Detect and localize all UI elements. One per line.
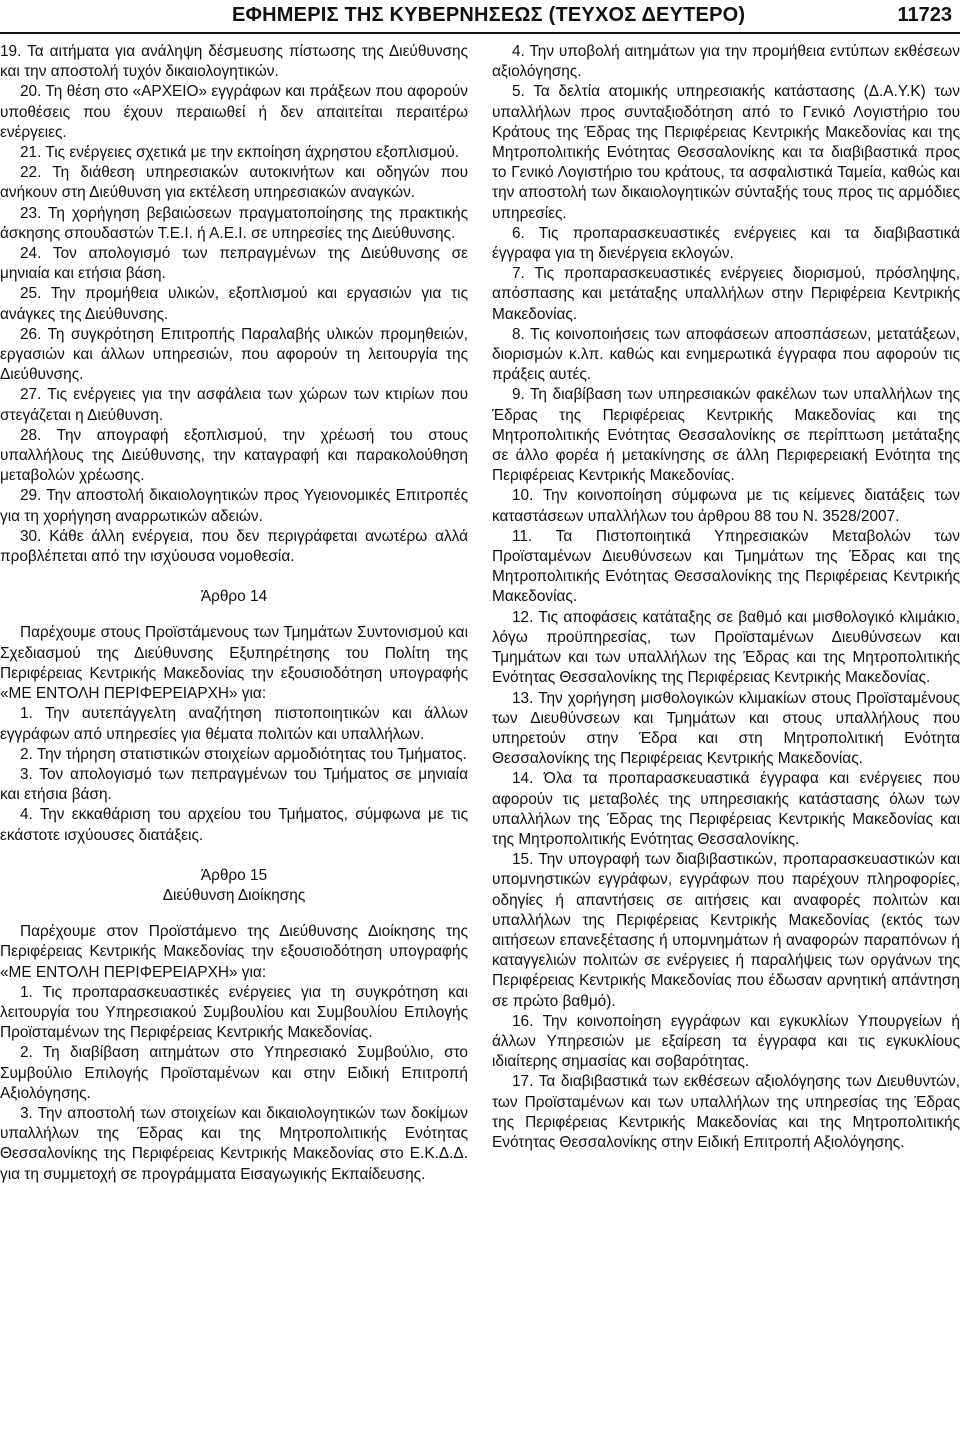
list-item: 8. Τις κοινοποιήσεις των αποφάσεων αποσπάσεων, μετατάξεων, διορισμών κ.λπ. καθώς και ενημερωτικά έγγραφα που αφορούν τις πράξεις αυτές. [492, 325, 960, 384]
list-item: 5. Τα δελτία ατομικής υπηρεσιακής κατάστασης (Δ.Α.Υ.Κ) των υπαλλήλων προς συνταξιοδότηση από το Γενικό Λογιστήριο του Κράτους της Έδρας της Περιφέρειας Κεντρικής Μακεδονίας και της Μητροπολιτικής Ενότητας Θεσσαλονίκης και τα διαβιβαστικά προς το Γενικό Λογιστήριο του κράτους, τα ασφαλιστικά Ταμεία, καθώς και την αποστολή των δικαιολογητικών σύνταξής τους προς τις αρμόδιες υπηρεσίες. [492, 83, 960, 222]
list-item: 24. Τον απολογισμό των πεπραγμένων της Διεύθυνσης σε μηνιαία και ετήσια βάση. [0, 245, 468, 283]
list-item: 20. Τη θέση στο «ΑΡΧΕΙΟ» εγγράφων και πράξεων που αφορούν υποθέσεις που έχουν περαιωθεί ή δεν απαιτείται περαιτέρω ενέργειες. [0, 83, 468, 141]
list-item: 19. Τα αιτήματα για ανάληψη δέσμευσης πίστωσης της Διεύθυνσης και την αποστολή τυχόν δικαιολογητικών. [0, 43, 468, 81]
list-item: 11. Τα Πιστοποιητικά Υπηρεσιακών Μεταβολών των Προϊσταμένων Διευθύνσεων και Τμημάτων της Έδρας και της Μητροπολιτικής Ενότητας Θεσσαλονίκης της Περιφέρειας Κεντρικής Μακεδονίας. [492, 527, 960, 606]
list-item: 1. Τις προπαρασκευαστικές ενέργειες για τη συγκρότηση και λειτουργία του Υπηρεσιακού Συμβουλίου και Συμβουλίου Επιλογής Προϊσταμένων της Περιφέρειας Κεντρικής Μακεδονίας. [0, 983, 468, 1042]
gazette-title: ΕΦΗΜΕΡΙΣ ΤΗΣ ΚΥΒΕΡΝΗΣΕΩΣ (ΤΕΥΧΟΣ ΔΕΥΤΕΡΟ) [232, 4, 746, 26]
list-item: 28. Την απογραφή εξοπλισμού, την χρέωσή του στους υπαλλήλους της Διεύθυνσης, την καταγραφή και παρακολούθηση μεταβολών χρέωσης. [0, 426, 468, 485]
list-item: 2. Την τήρηση στατιστικών στοιχείων αρμοδιότητας του Τμήματος. [20, 745, 467, 763]
list-item: 15. Την υπογραφή των διαβιβαστικών, προπαρασκευαστικών και υπομνηστικών εγγράφων, εγγράφων που παρέχουν πληροφορίες, οδηγίες ή απαντήσεις σε αιτήσεις και αναφορές πολιτών και υπαλλήλων της Περιφέρειας Κεντρικής Μακεδονίας (εκτός των αιτήσεων επανεξέτασης ή υπομνημάτων ή αναφορών παραπόνων ή καταγγελιών πολιτών σε ενέργειες ή παραλήψεις των οργάνων της Περιφέρειας Κεντρικής Μακεδονίας που έδωσαν αρνητική απάντηση σε πρώτο βαθμό). [492, 851, 960, 1010]
list-item: 10. Την κοινοποίηση σύμφωνα με τις κείμενες διατάξεις των καταστάσεων υπαλλήλων του άρθρου 88 του Ν. 3528/2007. [492, 487, 960, 525]
list-item: 22. Τη διάθεση υπηρεσιακών αυτοκινήτων και οδηγών που ανήκουν στη Διεύθυνση για εκτέλεση υπηρεσιακών αναγκών. [0, 164, 468, 202]
list-item: 14. Όλα τα προπαρασκευαστικά έγγραφα και ενέργειες που αφορούν τις μεταβολές της υπηρεσιακής κατάστασης όλων των υπαλλήλων της Έδρας της Περιφέρειας Κεντρικής Μακεδονίας και της Μητροπολιτικής Ενότητας Θεσσαλονίκης. [492, 770, 960, 848]
list-item: 17. Τα διαβιβαστικά των εκθέσεων αξιολόγησης των Διευθυντών, των Προϊσταμένων και των υπαλλήλων της υπηρεσίας της Έδρας της Περιφέρειας Κεντρικής Μακεδονίας και της Μητροπολιτικής Ενότητας Θεσσαλονίκης στην Ειδική Επιτροπή Αξιολόγησης. [492, 1073, 960, 1151]
list-item: 1. Την αυτεπάγγελτη αναζήτηση πιστοποιητικών και άλλων εγγράφων από υπηρεσίες για θέματα πολιτών και υπαλλήλων. [0, 705, 468, 743]
list-item: 4. Την υποβολή αιτημάτων για την προμήθεια εντύπων εκθέσεων αξιολόγησης. [492, 43, 960, 81]
article-14-heading [0, 587, 468, 607]
list-item: 21. Τις ενέργειες σχετικά με την εκποίηση άχρηστου εξοπλισμού. [20, 144, 460, 162]
article-14-title: Άρθρο 14 [200, 588, 268, 606]
list-item: 25. Την προμήθεια υλικών, εξοπλισμού και εργασιών για τις ανάγκες της Διεύθυνσης. [0, 285, 468, 323]
article-14-intro: Παρέχουμε στους Προϊστάμενους των Τμημάτων Συντονισμού και Σχεδιασμού της Διεύθυνσης Εξυπηρέτησης του Πολίτη της Περιφέρειας Κεντρικής Μακεδονίας την εξουσιοδότηση υπογραφής «ΜΕ ΕΝΤΟΛΗ ΠΕΡΙΦΕΡΕΙΑΡΧΗ» για: [0, 624, 468, 703]
article-15-title: Άρθρο 15 [200, 866, 268, 884]
list-item: 23. Τη χορήγηση βεβαιώσεων πραγματοποίησης της πρακτικής άσκησης σπουδαστών Τ.Ε.Ι. ή Α.Ε.Ι. σε υπηρεσίες της Διεύθυνσης. [0, 204, 468, 242]
list-item: 6. Τις προπαρασκευαστικές ενέργειες και τα διαβιβαστικά έγγραφα για τη διενέργεια εκλογών. [492, 224, 960, 263]
items-list-a [0, 42, 468, 567]
list-item: 3. Τον απολογισμό των πεπραγμένων του Τμήματος σε μηνιαία και ετήσια βάση. [0, 765, 468, 804]
list-item: 2. Τη διαβίβαση αιτημάτων στο Υπηρεσιακό Συμβούλιο, στο Συμβούλιο Επιλογής Προϊσταμένων και στην Ειδική Επιτροπή Αξιολόγησης. [0, 1044, 468, 1102]
article-15-subtitle: Διεύθυνση Διοίκησης [162, 886, 306, 904]
header-rule [0, 32, 960, 34]
list-item: 30. Κάθε άλλη ενέργεια, που δεν περιγράφεται ανωτέρω αλλά προβλέπεται από την ισχύουσα νομοθεσία. [0, 527, 468, 566]
list-item: 13. Την χορήγηση μισθολογικών κλιμακίων στους Προϊσταμένους των Διευθύνσεων και Τμημάτων και στους υπαλλήλους που υπηρετούν στην Έδρα και στη Μητροπολιτική Ενότητα Θεσσαλονίκης της Περιφέρειας Κεντρικής Μακεδονίας. [492, 689, 960, 768]
list-item: 12. Τις αποφάσεις κατάταξης σε βαθμό και μισθολογικό κλιμάκιο, λόγω προϋπηρεσίας, των Προϊσταμένων Διευθύνσεων και Τμημάτων και των υπαλλήλων της Έδρας και της Μητροπολιτικής Ενότητας Θεσσαλονίκης της Περιφέρειας Κεντρικής Μακεδονίας. [492, 608, 960, 687]
page-number: 11723 [897, 4, 952, 26]
list-item: 7. Τις προπαρασκευαστικές ενέργειες διορισμού, πρόσληψης, απόσπασης και μετάταξης υπαλλήλων στην Περιφέρεια Κεντρικής Μακεδονίας. [492, 265, 960, 323]
list-item: 27. Τις ενέργειες για την ασφάλεια των χώρων των κτιρίων που στεγάζεται η Διεύθυνση. [0, 386, 468, 424]
list-item: 16. Την κοινοποίηση εγγράφων και εγκυκλίων Υπουργείων ή άλλων Υπηρεσιών με εξαίρεση τα έγγραφα και τις εγκυκλίους ιδιαίτερης σημασίας και σοβαρότητας. [492, 1012, 960, 1071]
page-header [0, 0, 960, 32]
article-15-heading [0, 866, 468, 906]
list-item: 3. Την αποστολή των στοιχείων και δικαιολογητικών των δοκίμων υπαλλήλων της Έδρας και της Μητροπολιτικής Ενότητας Θεσσαλονίκης της Περιφέρειας Κεντρικής Μακεδονίας στο Ε.Κ.Δ.Δ. για τη συμμετοχή σε προγράμματα Εισαγωγικής Εκπαίδευσης. [0, 1104, 468, 1183]
list-item: 29. Την αποστολή δικαιολογητικών προς Υγειονομικές Επιτροπές για τη χορήγηση αναρρωτικών αδειών. [0, 487, 468, 525]
article-15-intro: Παρέχουμε στον Προϊστάμενο της Διεύθυνσης Διοίκησης της Περιφέρειας Κεντρικής Μακεδονίας την εξουσιοδότηση υπογραφής «ΜΕ ΕΝΤΟΛΗ ΠΕΡΙΦΕΡΕΙΑΡΧΗ» για: [0, 923, 468, 981]
list-item: 4. Την εκκαθάριση του αρχείου του Τμήματος, σύμφωνα με τις εκάστοτε ισχύουσες διατάξεις. [0, 806, 468, 844]
list-item: 9. Τη διαβίβαση των υπηρεσιακών φακέλων των υπαλλήλων της Έδρας της Περιφέρειας Κεντρικής Μακεδονίας και της Μητροπολιτικής Ενότητας Θεσσαλονίκης σε περίπτωση μετάταξης σε άλλο φορέα ή μετακίνησης σε άλλη Περιφερειακή Ενότητα της Περιφέρειας Κεντρικής Μακεδονίας. [492, 386, 960, 485]
right-column [492, 42, 960, 1153]
left-column [0, 42, 468, 1185]
list-item: 26. Τη συγκρότηση Επιτροπής Παραλαβής υλικών προμηθειών, εργασιών και άλλων υπηρεσιών, που αφορούν τη λειτουργία της Διεύθυνσης. [0, 325, 468, 384]
